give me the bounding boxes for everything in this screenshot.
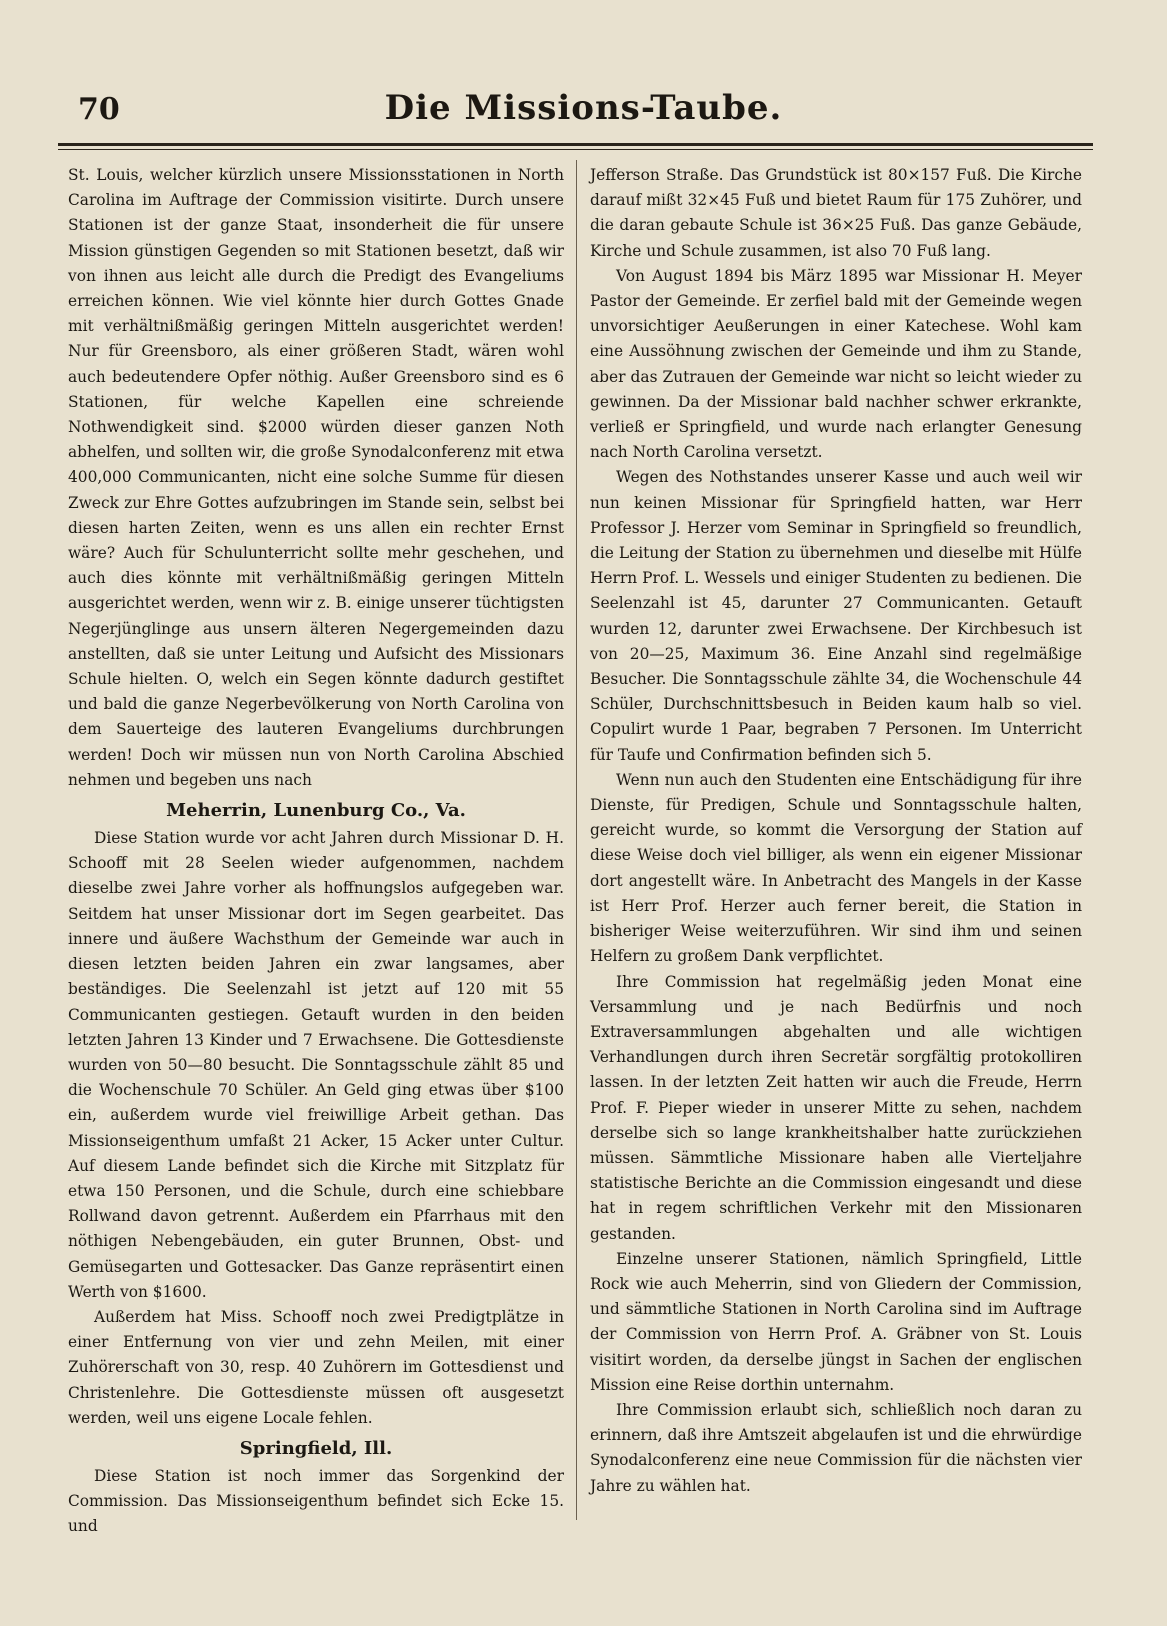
paragraph: Ihre Commission hat regelmäßig jeden Monat eine Versammlung und je nach Bedürfnis und noch Extraversammlungen abgehalten und alle wichtigen Verhandlungen durch ihren Secretär sorgfältig protokolliren lassen. In der letzten Zeit hatten wir auch die Freude, Herrn Prof. F. Pieper wieder in unserer Mitte zu sehen, nachdem derselbe sich so lange krankheitshalber hatte zurückziehen müssen. Sämmtliche Missionare haben alle Vierteljahre statistische Berichte an die Commission eingesandt und diese hat in regem schriftlichen Verkehr mit den Missionaren gestanden. xyxy=(590,972,1082,1243)
section-heading-meherrin: Meherrin, Lunenburg Co., Va. xyxy=(166,800,466,822)
right-column xyxy=(590,163,1082,1499)
paragraph: Wenn nun auch den Studenten eine Entschädigung für ihre Dienste, für Predigen, Schule und Sonntagsschule halten, gereicht wurde, so kommt die Versorgung der Station auf diese Weise doch viel billiger, als wenn ein eigener Missionar dort angestellt wäre. In Anbetracht des Mangels in der Kasse ist Herr Prof. Herzer auch ferner bereit, die Station in bisheriger Weise weiterzuführen. Wir sind ihm und seinen Helfern zu großem Dank verpflichtet. xyxy=(590,770,1082,966)
header-rule xyxy=(58,143,1093,150)
paragraph: Einzelne unserer Stationen, nämlich Springfield, Little Rock wie auch Meherrin, sind von Gliedern der Commission, und sämmtliche Stationen in North Carolina sind im Auftrage der Commission von Herrn Prof. A. Gräbner von St. Louis visitirt worden, da derselbe jüngst in Sachen der englischen Mission eine Reise dorthin unternahm. xyxy=(590,1249,1082,1394)
paragraph: Außerdem hat Miss. Schooff noch zwei Predigtplätze in einer Entfernung von vier und zehn Meilen, mit einer Zuhörerschaft von 30, resp. 40 Zuhörern im Gottesdienst und Christenlehre. Die Gottesdienste müssen oft ausgesetzt werden, weil uns eigene Locale fehlen. xyxy=(68,1307,564,1427)
left-column xyxy=(68,163,564,1540)
paragraph: St. Louis, welcher kürzlich unsere Missionsstationen in North Carolina im Auftrage der Commission visitirte. Durch unsere Stationen ist der ganze Staat, insonderheit die für unsere Mission günstigen Gegenden so mit Stationen besetzt, daß wir von ihnen aus leicht alle durch die Predigt des Evangeliums erreichen können. Wie viel könnte hier durch Gottes Gnade mit verhältnißmäßig geringen Mitteln ausgerichtet werden! Nur für Greensboro, als einer größeren Stadt, wären wohl auch bedeutendere Opfer nöthig. Außer Greensboro sind es 6 Stationen, für welche Kapellen eine schreiende Nothwendigkeit sind. $2000 würden dieser ganzen Noth abhelfen, und sollten wir, die große Synodalconferenz mit etwa 400,000 Communicanten, nicht eine solche Summe für diesen Zweck zur Ehre Gottes aufzubringen im Stande sein, selbst bei diesen harten Zeiten, wenn es uns allen ein rechter Ernst wäre? Auch für Schulunterricht sollte mehr geschehen, und auch dies könnte mit verhältnißmäßig geringen Mitteln ausgerichtet werden, wenn wir z. B. einige unserer tüchtigsten Negerjünglinge aus unsern älteren Negergemeinden dazu anstellten, daß sie unter Leitung und Aufsicht des Missionars Schule hielten. O, welch ein Segen könnte dadurch gestiftet und bald die ganze Negerbevölkerung von North Carolina von dem Sauerteige des lauteren Evangeliums durchbrungen werden! Doch wir müssen nun von North Carolina Abschied nehmen und begeben uns nach xyxy=(68,166,564,789)
paragraph: Ihre Commission erlaubt sich, schließlich noch daran zu erinnern, daß ihre Amtszeit abgelaufen ist und die ehrwürdige Synodalconferenz eine neue Commission für die nächsten vier Jahre zu wählen hat. xyxy=(590,1400,1082,1495)
paragraph: Jefferson Straße. Das Grundstück ist 80×157 Fuß. Die Kirche darauf mißt 32×45 Fuß und bietet Raum für 175 Zuhörer, und die daran gebaute Schule ist 36×25 Fuß. Das ganze Gebäude, Kirche und Schule zusammen, ist also 70 Fuß lang. xyxy=(590,166,1082,260)
column-divider xyxy=(576,160,577,1520)
paragraph: Wegen des Nothstandes unserer Kasse und auch weil wir nun keinen Missionar für Springfield hatten, war Herr Professor J. Herzer vom Seminar in Springfield so freundlich, die Leitung der Station zu übernehmen und dieselbe mit Hülfe Herrn Prof. L. Wessels und einiger Studenten zu bedienen. Die Seelenzahl ist 45, darunter 27 Communicanten. Getauft wurden 12, darunter zwei Erwachsene. Der Kirchbesuch ist von 20—25, Maximum 36. Eine Anzahl sind regelmäßige Besucher. Die Sonntagsschule zählte 34, die Wochenschule 44 Schüler, Durchschnittsbesuch in Beiden kaum halb so viel. Copulirt wurde 1 Paar, begraben 7 Personen. Im Unterricht für Taufe und Confirmation befinden sich 5. xyxy=(590,468,1082,764)
paragraph: Diese Station wurde vor acht Jahren durch Missionar D. H. Schooff mit 28 Seelen wieder aufgenommen, nachdem dieselbe zwei Jahre vorher als hoffnungslos aufgegeben war. Seitdem hat unser Missionar dort im Segen gearbeitet. Das innere und äußere Wachsthum der Gemeinde war auch in diesen letzten beiden Jahren ein zwar langsames, aber beständiges. Die Seelenzahl ist jetzt auf 120 mit 55 Communicanten gestiegen. Getauft wurden in den beiden letzten Jahren 13 Kinder und 7 Erwachsene. Die Gottesdienste wurden von 50—80 besucht. Die Sonntagsschule zählt 85 und die Wochenschule 70 Schüler. An Geld ging etwas über $100 ein, außerdem wurde viel freiwillige Arbeit gethan. Das Missionseigenthum umfaßt 21 Acker, 15 Acker unter Cultur. Auf diesem Lande befindet sich die Kirche mit Sitzplatz für etwa 150 Personen, und die Schule, durch eine schiebbare Rollwand davon getrennt. Außerdem ein Pfarrhaus mit den nöthigen Nebengebäuden, ein guter Brunnen, Obst- und Gemüsegarten und Gottesacker. Das Ganze repräsentirt einen Werth von $1600. xyxy=(68,829,564,1301)
paragraph: Diese Station ist noch immer das Sorgenkind der Commission. Das Missionseigenthum befindet sich Ecke 15. und xyxy=(68,1466,564,1536)
masthead-title: Die Missions-Taube. xyxy=(384,88,783,128)
page-number: 70 xyxy=(78,92,120,127)
section-heading-springfield: Springfield, Ill. xyxy=(239,1437,393,1459)
paragraph: Von August 1894 bis März 1895 war Missionar H. Meyer Pastor der Gemeinde. Er zerfiel bald mit der Gemeinde wegen unvorsichtiger Aeußerungen in einer Katechese. Wohl kam eine Aussöhnung zwischen der Gemeinde und ihm zu Stande, aber das Zutrauen der Gemeinde war nicht so leicht wieder zu gewinnen. Da der Missionar bald nachher schwer erkrankte, verließ er Springfield, und wurde nach erlangter Genesung nach North Carolina versetzt. xyxy=(590,266,1082,462)
